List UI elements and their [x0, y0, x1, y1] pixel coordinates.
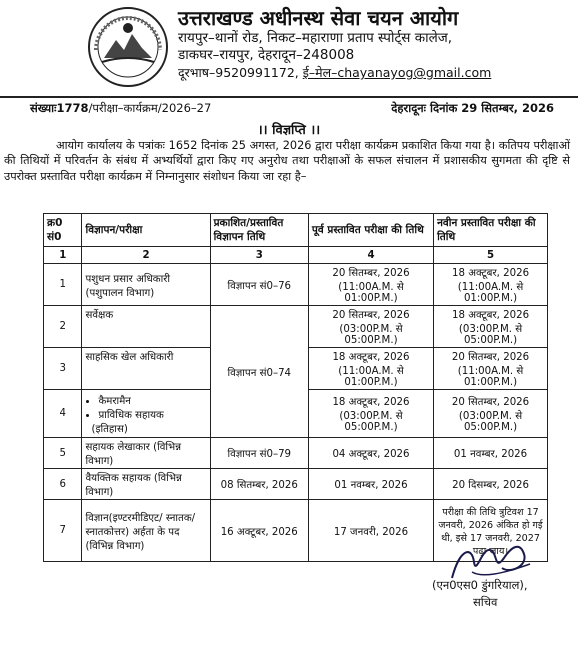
- notice-title: ।। विज्ञप्ति ।।: [257, 123, 321, 138]
- col-header-serial: क्र0 सं0: [44, 214, 82, 247]
- header-divider: [0, 96, 578, 98]
- address-line-1: रायपुर–थानों रोड, निकट–महाराणा प्रताप स्पोर्ट्स कालेज,: [178, 30, 453, 46]
- table-row: 2 सर्वेक्षक विज्ञापन सं0–74 20 सितम्बर, 2026 (03:00P.M. से 05:00P.M.) 18 अक्टूबर, 2026 (03:00P.M. से 05:00P.M.): [44, 306, 548, 348]
- reference-number: संख्याः1778/परीक्षा–कार्यक्रम/2026–27: [30, 101, 212, 115]
- email-link[interactable]: ई–मेल–chayanayog@gmail.com: [302, 65, 492, 80]
- address-line-2: डाकघर–रायपुर, देहरादून–248008: [178, 47, 355, 63]
- phone: दूरभाष–9520991172: [178, 65, 295, 80]
- table-row: 5 सहायक लेखाकार (विभिन्न विभाग) विज्ञापन सं0–79 04 अक्टूबर, 2026 01 नवम्बर, 2026: [44, 438, 548, 469]
- table-header-row: [44, 214, 548, 247]
- post-list: • कैमरामैन • प्राविधिक सहायक: [85, 393, 206, 421]
- col-header-post: विज्ञापन/परीक्षा: [82, 214, 210, 247]
- table-row: 6 वैयक्तिक सहायक (विभिन्न विभाग) 08 सितम्बर, 2026 01 नवम्बर, 2026 20 दिसम्बर, 2026: [44, 469, 548, 500]
- notice-body: आयोग कार्यालय के पत्रांकः 1652 दिनांक 25 अगस्त, 2026 द्वारा परीक्षा कार्यक्रम प्रकाशित किया गया है। कतिपय परीक्षाओं की तिथियों में परिवर्तन के संबंध में अभ्यर्थियों द्वारा किए गए अनुरोध तथा परीक्षाओं के सफल संचालन में प्रशासकीय सुगमता की दृष्टि से उपरोक्त प्रस्तावित परीक्षा कार्यक्रम में निम्नानुसार संशोधन किया जा रहा है–: [4, 139, 570, 183]
- col-header-adv-date: प्रकाशित/प्रस्तावित विज्ञापन तिथि: [210, 214, 308, 247]
- commission-emblem-icon: [86, 6, 170, 88]
- signatory-name: (एन0एस0 डुंगरियाल),: [432, 578, 528, 592]
- table-row: 4 • कैमरामैन • प्राविधिक सहायक (इतिहास) 18 अक्टूबर, 2026 (03:00P.M. से 05:00P.M.) 20 सितम्बर, 2026 (03:00P.M. से 05:00P.M.): [44, 390, 548, 438]
- column-number-row: 1 2 3 4 5: [44, 247, 548, 264]
- reference-line: [0, 96, 578, 118]
- col-header-old-date: पूर्व प्रस्तावित परीक्षा की तिथि: [308, 214, 433, 247]
- letterhead-text: [178, 6, 570, 81]
- letterhead: [0, 0, 578, 96]
- organization-name: उत्तराखण्ड अधीनस्थ सेवा चयन आयोग: [178, 6, 459, 30]
- table-row: 1 पशुधन प्रसार अधिकारी (पशुपालन विभाग) विज्ञापन सं0–76 20 सितम्बर, 2026 (11:00A.M. से 01:00P.M.) 18 अक्टूबर, 2026 (11:00A.M. से 01:00P.M.): [44, 264, 548, 306]
- contact-line: दूरभाष–9520991172, ई–मेल–chayanayog@gmail.com: [178, 65, 492, 80]
- exam-schedule-table: [43, 213, 548, 562]
- col-header-new-date: नवीन प्रस्तावित परीक्षा की तिथि: [434, 214, 548, 247]
- table-row: 7 विज्ञान(इण्टरमीडिएट/ स्नातक/ स्नातकोत्तर) अर्हता के पद (विभिन्न विभाग) 16 अक्टूबर, 2026 17 जनवरी, 2026 परीक्षा की तिथि त्रुटिवश 17 जनवरी, 2026 अंकित हो गई थी, इसे 17 जनवरी, 2027 पढ़ा जाय।: [44, 500, 548, 562]
- letter-number: 1778: [56, 101, 89, 115]
- table-row: 3 साहसिक खेल अधिकारी 18 अक्टूबर, 2026 (11:00A.M. से 01:00P.M.) 20 सितम्बर, 2026 (11:00A.M. से 01:00P.M.): [44, 348, 548, 390]
- signatory-designation: सचिव: [473, 595, 498, 609]
- place-date: देहरादूनः दिनांक 29 सितम्बर, 2026: [391, 101, 554, 115]
